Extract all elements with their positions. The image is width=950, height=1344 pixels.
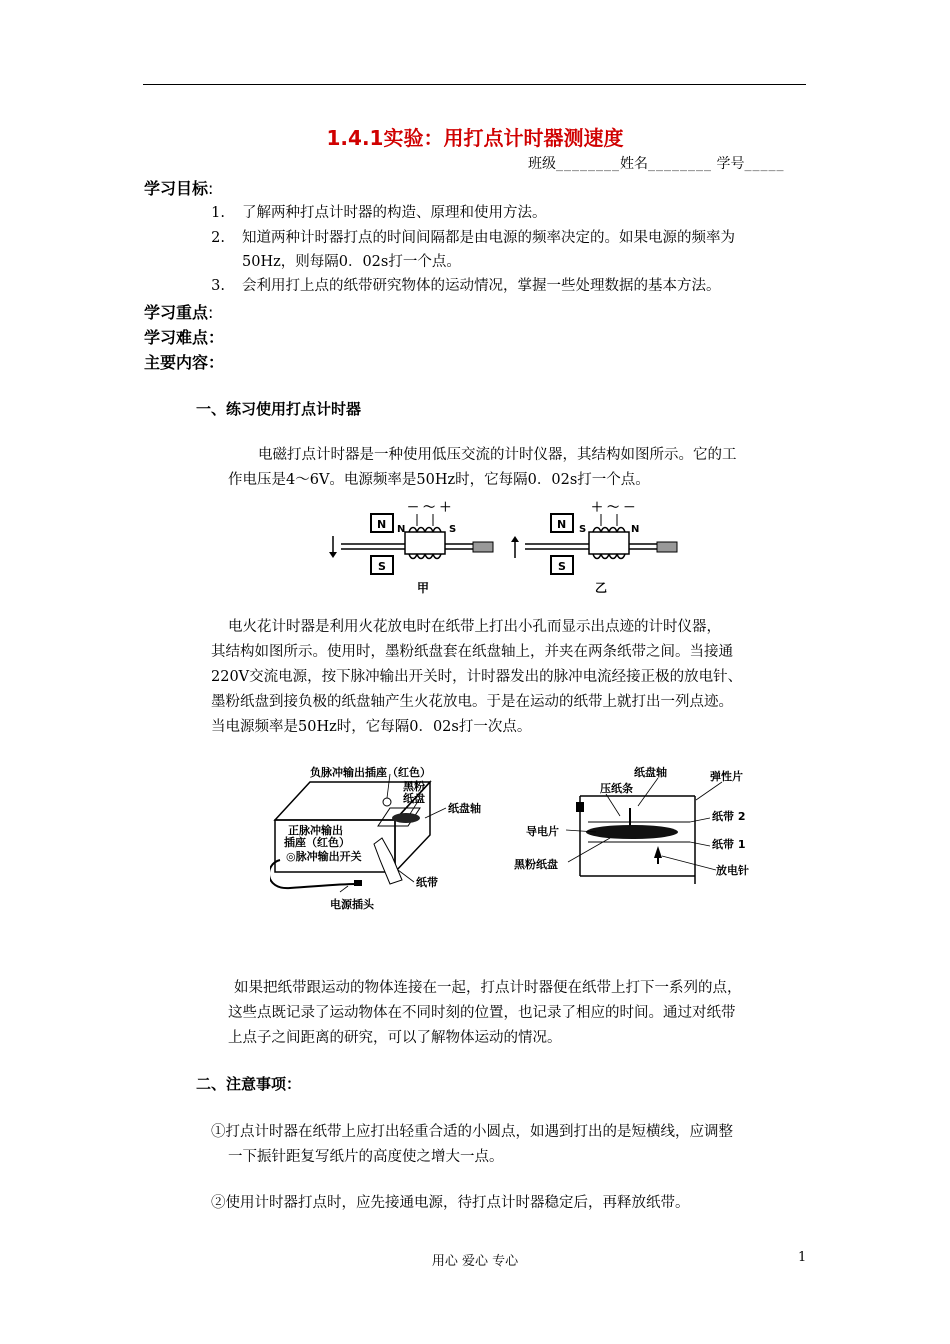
label-toner-disc: 黑粉纸盘 [514, 858, 558, 871]
down-arrow-icon [329, 552, 337, 558]
label-neg-socket: 负脉冲输出插座（红色） [310, 766, 431, 779]
note1-line2: 一下振针距复写纸片的高度使之增大一点。 [228, 1149, 504, 1165]
goal-2-line-2: 50Hz，则每隔0．02s打一个点。 [242, 254, 461, 270]
section1-para2-line2: 其结构如图所示。使用时，墨粉纸盘套在纸盘轴上，并夹在两条纸带之间。当接通 [211, 644, 733, 660]
section1-para2-line4: 墨粉纸盘到接负极的纸盘轴产生火花放电。于是在运动的纸带上就打出一列点迹。 [211, 694, 733, 710]
up-arrow-icon [511, 536, 519, 542]
section1-para2-line3: 220V交流电源，按下脉冲输出开关时，计时器发出的脉冲电流经接正极的放电针、 [211, 669, 743, 685]
section1-para1-line2: 作电压是4～6V。电源频率是50Hz时，它每隔0．02s打一个点。 [228, 472, 650, 488]
svg-text:S: S [558, 560, 566, 573]
svg-text:S: S [449, 524, 457, 535]
timer-yi [511, 500, 677, 595]
goal-3-number: 3. [211, 278, 225, 294]
jia-terminal-signs: － ～ ＋ [407, 500, 452, 514]
label-toner-2: 纸盘 [403, 792, 425, 805]
label-switch: ◎脉冲输出开关 [286, 850, 362, 863]
section1-para3-line2: 这些点既记录了运动物体在不同时刻的位置，也记录了相应的时间。通过对纸带 [228, 1005, 736, 1021]
jia-magnet-n: N [377, 518, 387, 531]
goal-2-number: 2. [211, 230, 225, 246]
section1-para3-line1: 如果把纸带跟运动的物体连接在一起，打点计时器便在纸带上打下一系列的点， [234, 980, 742, 996]
goal-1-number: 1. [211, 205, 225, 221]
yi-terminal-signs: ＋ ～ － [591, 500, 636, 514]
svg-text:N: N [557, 518, 567, 531]
label-tape: 纸带 [416, 876, 438, 889]
id-label: 学号 [716, 156, 745, 172]
label-tape-2: 纸带 2 [712, 810, 746, 823]
difficulties-heading: 学习难点： [144, 328, 225, 347]
section1-para1-line1: 电磁打点计时器是一种使用低压交流的计时仪器，其结构如图所示。它的工 [258, 447, 737, 463]
svg-text:N: N [631, 524, 640, 535]
name-label: 姓名 [620, 156, 648, 172]
main-content-heading: 主要内容： [144, 353, 225, 372]
timer-jia [329, 500, 493, 595]
page-title: 1.4.1实验：用打点计时器测速度 [326, 126, 624, 150]
goal-2-line-1: 知道两种计时器打点的时间间隔都是由电源的频率决定的。如果电源的频率为 [242, 230, 735, 246]
label-pos-socket-2: 插座（红色） [284, 836, 350, 849]
footer-motto: 用心 爱心 专心 [431, 1254, 519, 1269]
header-rule [143, 84, 806, 85]
section2-heading: 二、注意事项： [196, 1075, 302, 1093]
electromagnetic-timer-figure [325, 500, 685, 596]
label-pos-socket-1: 正脉冲输出 [288, 824, 343, 837]
spark-timer-figure [270, 760, 790, 920]
goal-1-text: 了解两种打点计时器的构造、原理和使用方法。 [242, 205, 547, 221]
jia-magnet-s: S [378, 560, 386, 573]
label-plug: 电源插头 [330, 898, 374, 911]
note1-line1: ①打点计时器在纸带上应打出轻重合适的小圆点，如遇到打出的是短横线，应调整 [211, 1124, 733, 1140]
label-tape-1: 纸带 1 [712, 838, 746, 851]
goals-heading: 学习目标: [144, 179, 214, 198]
note2: ②使用计时器打点时，应先接通电源，待打点计时器稳定后，再释放纸带。 [211, 1195, 690, 1211]
page-number: 1 [798, 1250, 807, 1265]
svg-text:S: S [579, 524, 587, 535]
label-conductor: 导电片 [526, 825, 559, 838]
label-toner-1: 黑粉 [403, 780, 425, 793]
label-spring: 弹性片 [710, 770, 743, 783]
figure1-caption-jia: 甲 [417, 581, 430, 595]
label-reel-axis-2: 纸盘轴 [634, 766, 667, 779]
label-needle: 放电针 [716, 864, 749, 877]
section1-para3-line3: 上点子之间距离的研究，可以了解物体运动的情况。 [228, 1030, 562, 1046]
spark-timer-section [514, 765, 749, 884]
class-blank[interactable]: ________ [556, 156, 620, 172]
key-points-heading: 学习重点: [144, 303, 214, 322]
class-label: 班级 [528, 156, 556, 172]
name-blank[interactable]: ________ [648, 156, 712, 172]
section1-para2-line1: 电火花计时器是利用火花放电时在纸带上打出小孔而显示出点迹的计时仪器， [228, 619, 721, 635]
student-info-fields [528, 153, 784, 173]
figure1-caption-yi: 乙 [595, 581, 608, 595]
label-reel-axis: 纸盘轴 [448, 802, 481, 815]
svg-text:N: N [397, 524, 406, 535]
section1-para2-line5: 当电源频率是50Hz时，它每隔0．02s打一次点。 [211, 719, 532, 735]
label-press-strip: 压纸条 [600, 782, 633, 795]
section1-heading: 一、练习使用打点计时器 [196, 400, 362, 418]
goal-3-text: 会利用打上点的纸带研究物体的运动情况，掌握一些处理数据的基本方法。 [242, 278, 721, 294]
spark-timer-exterior [270, 765, 481, 911]
id-blank[interactable]: _____ [744, 156, 785, 172]
